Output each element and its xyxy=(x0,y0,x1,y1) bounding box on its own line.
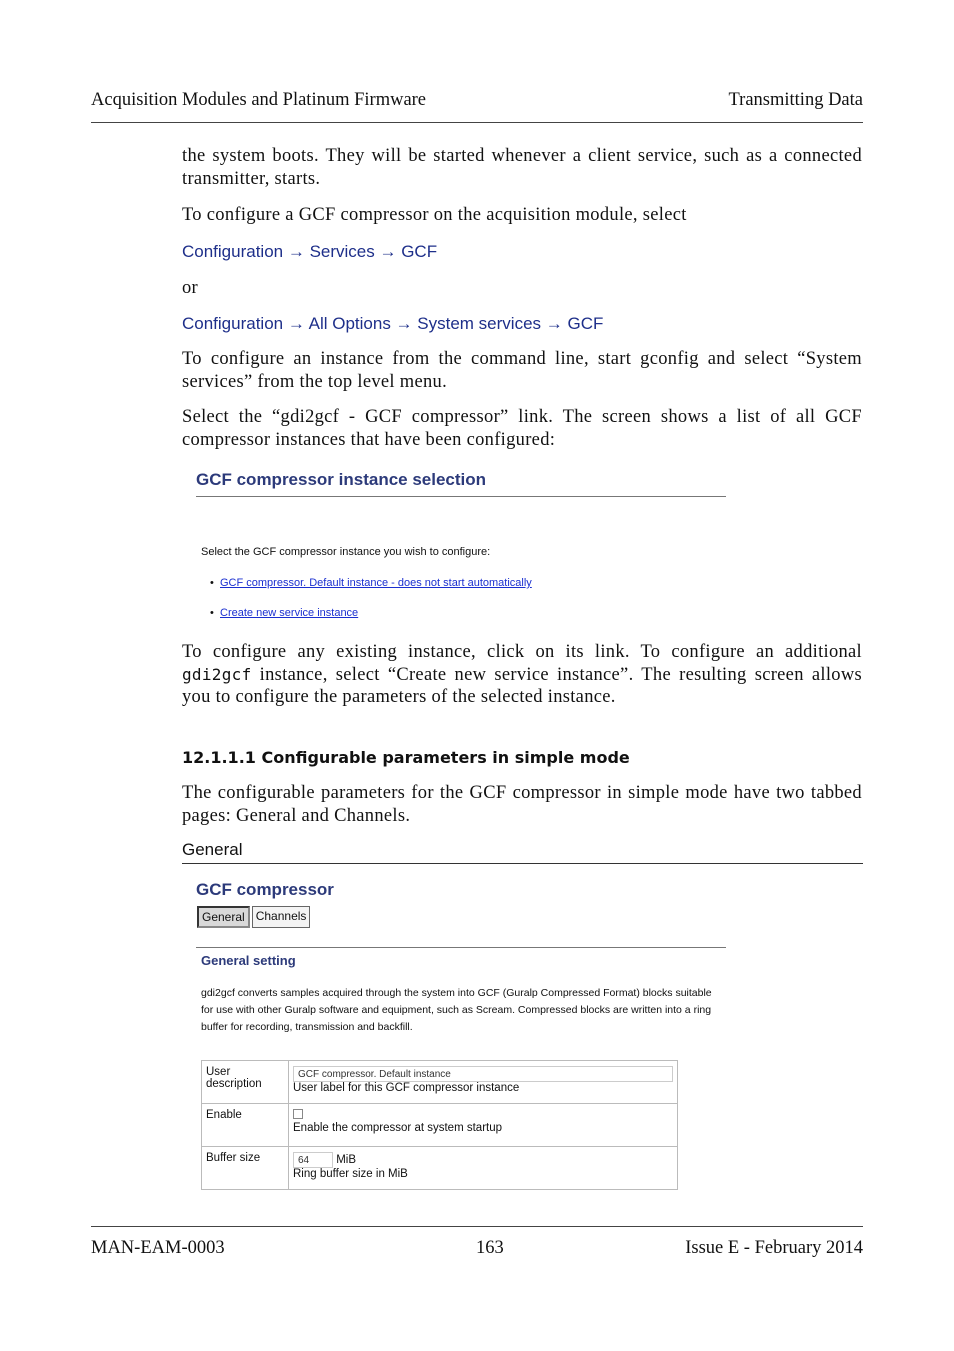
shot-title: GCF compressor xyxy=(196,880,334,899)
section-heading: 12.1.1.1 Configurable parameters in simple mode xyxy=(182,748,630,767)
tab-bar xyxy=(197,906,310,928)
section-title: General setting xyxy=(201,953,296,968)
buffer-unit: MiB xyxy=(336,1154,357,1166)
paragraph-or: or xyxy=(182,278,199,298)
parameters-table xyxy=(201,1060,678,1190)
page-footer xyxy=(91,1226,863,1266)
paragraph-text: instance, select “Create new service instance”. The resulting screen allows you to configure the parameters of the selected instance. xyxy=(182,664,862,707)
enable-checkbox[interactable] xyxy=(293,1109,303,1119)
screenshot-instance-selection xyxy=(182,466,727,626)
code-gdi2gcf: gdi2gcf xyxy=(182,664,252,684)
paragraph: The configurable parameters for the GCF compressor in simple mode have two tabbed pages: General and Channels. xyxy=(182,783,862,826)
list-item xyxy=(210,607,359,619)
paragraph: Select the “gdi2gcf - GCF compressor” link. The screen shows a list of all GCF compressor instances that have been configured: xyxy=(182,407,862,450)
footer-issue: Issue E - February 2014 xyxy=(685,1238,863,1258)
shot-title: GCF compressor instance selection xyxy=(196,470,487,489)
default-instance-link[interactable]: GCF compressor. Default instance - does not start automatically xyxy=(220,577,532,589)
param-help: User label for this GCF compressor instance xyxy=(293,1082,520,1094)
paragraph-text: To configure any existing instance, click on its link. To configure an additional xyxy=(182,642,862,662)
table-row xyxy=(202,1147,678,1190)
paragraph: To configure an instance from the command line, start gconfig and select “System services” from the top level menu. xyxy=(182,349,862,392)
param-cell xyxy=(289,1104,678,1147)
divider xyxy=(196,947,726,948)
tab-general[interactable]: General xyxy=(197,906,250,928)
divider xyxy=(196,496,726,497)
running-header xyxy=(91,90,863,123)
param-label: User description xyxy=(202,1061,289,1104)
create-instance-link[interactable]: Create new service instance xyxy=(220,607,359,619)
param-label: Buffer size xyxy=(202,1147,289,1190)
paragraph: To configure a GCF compressor on the acquisition module, select xyxy=(182,205,687,225)
description: gdi2gcf converts samples acquired through the system into GCF (Guralp Compressed Format) blocks suitable for use with other Guralp software and equipment, such as Scream. Compressed blocks are written into a ring buffer for recording, transmission and backfill. xyxy=(201,987,712,1033)
header-chapter-title: Transmitting Data xyxy=(728,90,863,110)
buffer-size-input[interactable]: 64 xyxy=(293,1152,333,1168)
bullet-icon: • xyxy=(210,577,214,589)
param-cell xyxy=(289,1061,678,1104)
param-label: Enable xyxy=(202,1104,289,1147)
list-item xyxy=(210,577,532,589)
table-row xyxy=(202,1104,678,1147)
param-help: Enable the compressor at system startup xyxy=(293,1122,503,1134)
subsection-heading-text: General xyxy=(182,840,243,859)
page-number: 163 xyxy=(476,1238,504,1258)
param-cell xyxy=(289,1147,678,1190)
menu-path: Configuration → Services → GCF xyxy=(182,242,438,261)
user-description-input[interactable]: GCF compressor. Default instance xyxy=(293,1066,673,1082)
paragraph xyxy=(182,641,862,709)
screenshot-general-tab xyxy=(182,876,727,1182)
bullet-icon: • xyxy=(210,607,214,619)
menu-path: Configuration → All Options → System services → GCF xyxy=(182,314,604,333)
header-doc-title: Acquisition Modules and Platinum Firmware xyxy=(91,90,427,110)
paragraph: the system boots. They will be started whenever a client service, such as a connected transmitter, starts. xyxy=(182,146,862,189)
footer-doc-id: MAN-EAM-0003 xyxy=(91,1238,225,1258)
selection-prompt: Select the GCF compressor instance you wish to configure: xyxy=(201,546,491,558)
table-row xyxy=(202,1061,678,1104)
tab-channels[interactable]: Channels xyxy=(252,906,311,928)
param-help: Ring buffer size in MiB xyxy=(293,1168,408,1180)
subsection-heading xyxy=(182,840,863,864)
